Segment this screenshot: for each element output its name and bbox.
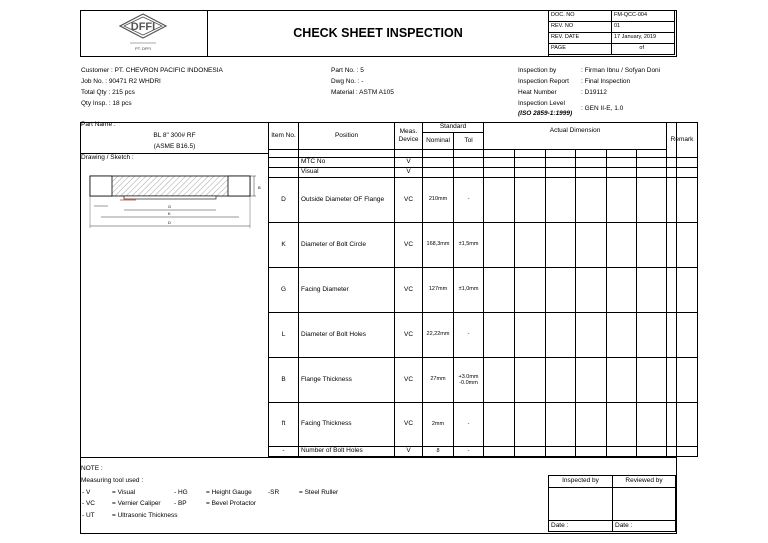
inspection-by-value: : Firman Ibnu / Sofyan Doni <box>581 67 661 74</box>
inspected-by-label: Inspected by <box>562 477 599 485</box>
material-line: Material : ASTM A105 <box>331 89 394 96</box>
legend-v-desc: = Visual <box>112 489 136 496</box>
col-tol-header: Tol <box>464 136 473 144</box>
table-row: K Diameter of Bolt Circle VC 168,3mm ±1,5mm <box>269 223 698 268</box>
notes-divider <box>80 457 676 458</box>
part-no-line: Part No. : 5 <box>331 67 364 74</box>
part-name-value: BL 8" 300# RF <box>153 132 196 139</box>
inspection-by-label: Inspection by <box>518 67 557 74</box>
dim-label-g: G <box>168 204 172 209</box>
page-title: CHECK SHEET INSPECTION <box>293 26 463 40</box>
table-row: B Flange Thickness VC 27mm +3.0mm -0.0mm <box>269 358 698 403</box>
heat-number-value: : D19112 <box>581 89 607 96</box>
legend-bp-desc: = Bevel Protactor <box>206 500 257 507</box>
legend-ut-desc: = Ultrasonic Thickness <box>112 512 178 519</box>
legend-v-code: - V <box>82 489 91 496</box>
table-row: ft Facing Thickness VC 2mm - <box>269 403 698 447</box>
col-item-header: Item No. <box>271 131 296 139</box>
col-device-header: Meas. Device <box>398 128 419 143</box>
dim-label-d: D <box>168 220 171 225</box>
drawing-label: Drawing / Sketch : <box>81 154 134 161</box>
reviewed-date: Date : <box>615 521 633 529</box>
total-qty-line: Total Qty : 215 pcs <box>81 89 135 96</box>
legend-bp-code: - BP <box>174 500 187 507</box>
dim-label-b: B <box>258 185 261 190</box>
company-logo <box>110 12 176 54</box>
col-standard-header: Standard <box>439 123 467 131</box>
table-row: Visual V <box>269 168 698 178</box>
inspection-table <box>268 122 698 457</box>
part-name-label: Part Name : <box>81 121 116 128</box>
logo-subtext: PT. DFFI <box>135 46 151 51</box>
inspection-level-label: Inspection Level <box>518 100 565 107</box>
customer-line: Customer : PT. CHEVRON PACIFIC INDONESIA <box>81 67 223 74</box>
legend-sr-code: -SR <box>268 489 280 496</box>
legend-vc-desc: = Vernier Caliper <box>112 500 161 507</box>
legend-hg-code: - HG <box>174 489 188 496</box>
table-row: D Outside Diameter OF Flange VC 210mm - <box>269 178 698 223</box>
legend-sr-desc: = Steel Ruller <box>299 489 339 496</box>
job-no-line: Job No. : 90471 R2 WHDRI <box>81 78 161 85</box>
legend-ut-code: - UT <box>82 512 95 519</box>
logo-text: DFFI <box>130 21 156 33</box>
inspection-level-value: : GEN II-E, 1.0 <box>581 105 624 112</box>
note-label: NOTE : <box>81 465 103 472</box>
inspection-level-std: (ISO 2859-1:1999) <box>518 110 573 117</box>
qty-insp-line: Qty Insp. : 18 pcs <box>81 100 132 107</box>
legend-hg-desc: = Height Gauge <box>206 489 252 496</box>
doc-info-table: DOC. NO FM-QCC-004 REV. NO 01 REV. DATE 17 January, 2019 PAGE of <box>548 10 675 55</box>
table-row: MTC No V <box>269 158 698 168</box>
dwg-no-line: Dwg No. : - <box>331 78 364 85</box>
col-actual-header: Actual Dimension <box>549 127 601 134</box>
inspected-date: Date : <box>551 521 569 529</box>
reviewed-by-label: Reviewed by <box>625 477 663 485</box>
col-remark-header: Remark <box>670 135 694 143</box>
col-nominal-header: Nominal <box>426 136 450 144</box>
table-row: L Diameter of Bolt Holes VC 22,22mm - <box>269 313 698 358</box>
signoff-table <box>548 475 676 532</box>
table-row: - Number of Bolt Holes V 8 - <box>269 447 698 457</box>
table-row: G Facing Diameter VC 127mm ±1,0mm <box>269 268 698 313</box>
inspection-report-value: : Final Inspection <box>581 78 631 85</box>
inspection-report-label: Inspection Report <box>518 78 569 85</box>
tool-label: Measuring tool used : <box>81 477 144 484</box>
heat-number-label: Heat Number <box>518 89 557 96</box>
legend-vc-code: - VC <box>82 500 95 507</box>
col-position-header: Position <box>334 131 359 139</box>
dim-label-k: K <box>168 211 171 216</box>
part-name-standard: (ASME B16.5) <box>153 143 196 150</box>
flange-sketch <box>84 170 264 234</box>
